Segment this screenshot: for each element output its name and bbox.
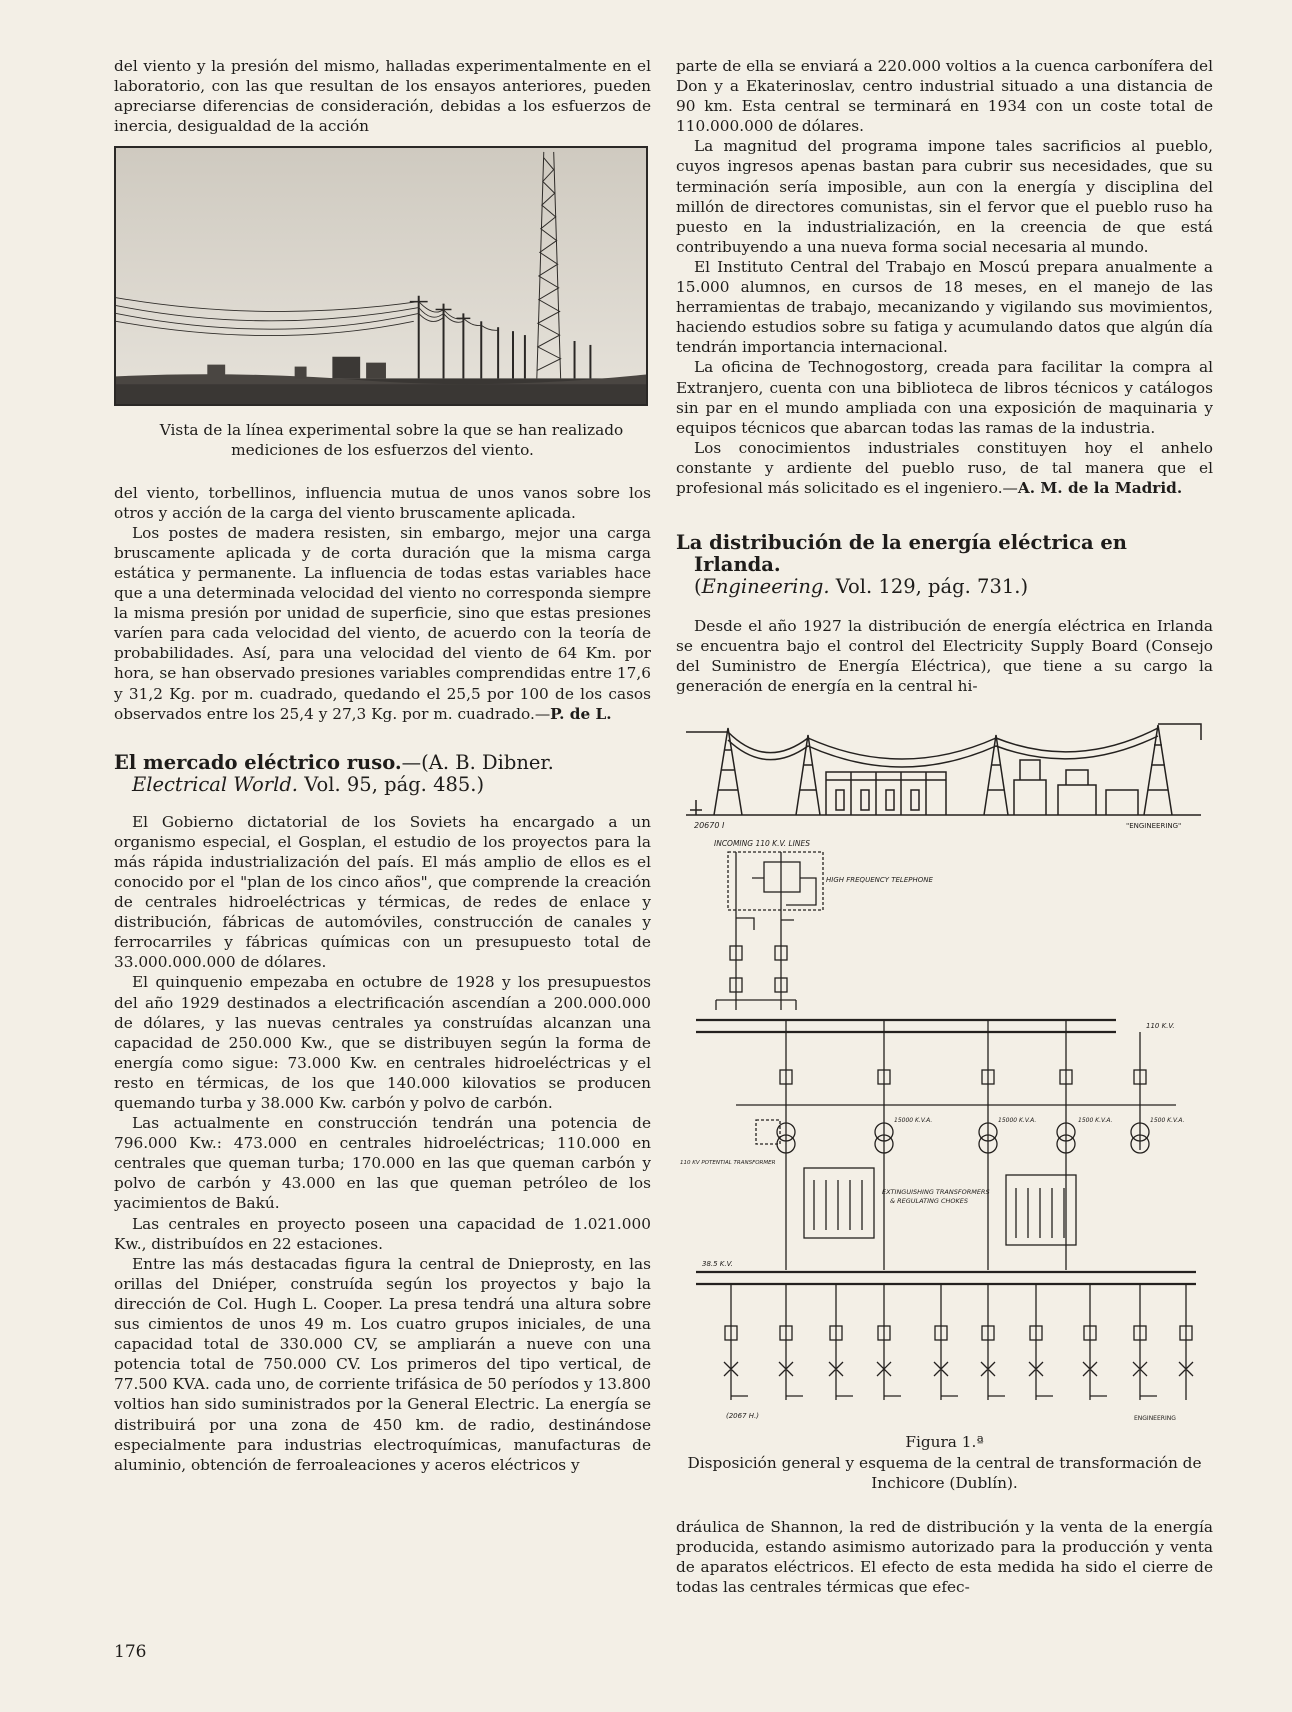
regulating-label: & REGULATING CHOKES bbox=[890, 1197, 969, 1206]
substation-diagram bbox=[676, 710, 1213, 1426]
schematic-labels bbox=[680, 876, 1185, 1422]
potential-transformer-label: 110 KV POTENTIAL TRANSFORMER bbox=[680, 1160, 776, 1167]
paragraph-conocimientos-text: Los conocimientos industriales constituyen hoy el anhelo constante y ardiente del pueblo ruso, de tal manera que el profesional más solicitado es el ingeniero.— bbox=[676, 438, 1213, 497]
paragraph-quinquenio: El quinquenio empezaba en octubre de 1928 y los presupuestos del año 1929 destinados a electrificación ascendían a 200.000.000 de dólares, y las nuevas centrales ya construídas alcanzan una capacidad de 250.000 Kw., que se distribuyen según la forma de energía como sigue: 73.000 Kw. en centrales hidroeléctricas y el resto en térmicas, de los que 140.000 kilovatios se producen quemando turba y 38.000 Kw. carbón y polvo de carbón. bbox=[114, 973, 651, 1112]
paragraph-posts-author: P. de L. bbox=[550, 704, 612, 723]
experimental-line-photo bbox=[114, 146, 648, 406]
photo-caption: Vista de la línea experimental sobre la que se han realizado mediciones de los esfuerzos del viento. bbox=[159, 421, 624, 460]
hf-telephone-label: HIGH FREQUENCY TELEPHONE bbox=[826, 876, 933, 885]
incoming-label: INCOMING 110 K.V. LINES bbox=[714, 839, 810, 849]
kva-label-2: 15000 K.V.A. bbox=[998, 1117, 1037, 1125]
paragraph-parte: parte de ella se enviará a 220.000 voltios a la cuenca carbonífera del Don y a Ekaterinoslav, centro industrial situado a una distancia de 90 km. Esta central se terminará en 1934 con un coste total de 110.000.000 de dólares. bbox=[676, 57, 1213, 136]
left-column bbox=[114, 56, 651, 1475]
paragraph-oficina: La oficina de Technogostorg, creada para facilitar la compra al Extranjero, cuenta con una biblioteca de libros técnicos y catálogos sin par en el mundo ampliada con una exposición de maquinaria y equipos técnicos que abarcan todas las ramas de la industria. bbox=[676, 358, 1213, 437]
credit-bottom: ENGINEERING bbox=[1134, 1415, 1176, 1423]
ref-top: 20670 I bbox=[694, 821, 725, 831]
paragraph-magnitud: La magnitud del programa impone tales sacrificios al pueblo, cuyos ingresos apenas bastan para cubrir sus necesidades, que su terminación sería imposible, aun con la energía y disciplina del millón de directores comunistas, sin el fervor que el pueblo ruso ha puesto en la industrialización, en la creencia de que está contribuyendo a una nueva forma social necesaria al mundo. bbox=[676, 137, 1213, 256]
section-source-journal: Engineering. bbox=[701, 575, 830, 599]
paragraph-conocimientos-author: A. M. de la Madrid. bbox=[1017, 478, 1183, 497]
bus-38-label: 38.5 K.V. bbox=[702, 1260, 733, 1269]
right-column bbox=[676, 56, 1213, 1597]
paragraph-posts bbox=[114, 523, 651, 724]
paragraph-desde: Desde el año 1927 la distribución de energía eléctrica en Irlanda se encuentra bajo el control del Electricity Supply Board (Consejo del Suministro de Energía Eléctrica), que tiene a su cargo la generación de energía en la central hi- bbox=[676, 617, 1213, 696]
paragraph-posts-text: Los postes de madera resisten, sin embargo, mejor una carga bruscamente aplicada y de corta duración que la misma carga estática y permanente. La influencia de todas estas variables hace que a una determinada velocidad del viento no corresponda siempre la misma presión por unidad de superficie, sino que estas presiones varíen para cada velocidad del viento, de acuerdo con la teoría de probabilidades. Así, para una velocidad del viento de 64 Km. por hora, se han observado presiones variables comprendidas entre 17,6 y 31,2 Kg. por m. cuadrado, quedando el 25,5 por 100 de los casos observados entre los 25,4 y 27,3 Kg. por m. cuadrado.— bbox=[114, 523, 651, 723]
page-number: 176 bbox=[114, 1642, 147, 1662]
paragraph-construccion: Las actualmente en construcción tendrán una potencia de 796.000 Kw.: 473.000 en centrales hidroeléctricas; 110.000 en centrales que queman turba; 170.000 en las que queman carbón y polvo de carbón y 43.000 en las que queman petróleo de los yacimientos de Bakú. bbox=[114, 1114, 651, 1213]
kva-label-3: 1500 K.V.A. bbox=[1078, 1117, 1113, 1125]
schematic-diagram bbox=[696, 852, 1196, 1400]
figure-caption: Disposición general y esquema de la central de transformación de Inchicore (Dublín). bbox=[687, 1453, 1202, 1492]
section-source-journal: Electrical World. bbox=[132, 772, 299, 796]
extinguishing-label: EXTINGUISHING TRANSFORMERS bbox=[882, 1188, 990, 1197]
section-source-pre: —(A. B. Dibner. bbox=[401, 750, 554, 774]
substation-elevation bbox=[686, 724, 1201, 815]
paragraph-shannon: dráulica de Shannon, la red de distribución y la venta de la energía producida, estando asimismo autorizado para la producción y venta de aparatos eléctricos. El efecto de esta medida ha sido el cierre de todas las centrales térmicas que efec- bbox=[676, 1517, 1213, 1596]
paragraph-gobierno: El Gobierno dictatorial de los Soviets ha encargado a un organismo especial, el Gosplan, el estudio de los proyectos para la más rápida industrialización del país. El más amplio de ellos es el conocido por el "plan de los cinco años", que comprende la creación de centrales hidroeléctricas y térmicas, de redes de enlace y distribución, fábricas de automóviles, construcción de canales y ferrocarriles y fábricas químicas con un presupuesto total de 33.000.000.000 de dólares. bbox=[114, 812, 651, 972]
section-source-post: Vol. 95, pág. 485.) bbox=[298, 772, 485, 796]
paragraph-wind: del viento, torbellinos, influencia mutua de unos vanos sobre los otros y acción de la carga del viento bruscamente aplicada. bbox=[114, 483, 651, 522]
photo-illustration bbox=[116, 148, 646, 404]
paragraph-intro: del viento y la presión del mismo, halladas experimentalmente en el laboratorio, con las que resultan de los ensayos anteriores, pueden apreciarse diferencias de consideración, debidas a los esfuerzos de inercia, desigualdad de la acción bbox=[114, 57, 651, 136]
section-source-post: Vol. 129, pág. 731.) bbox=[829, 575, 1029, 599]
kva-label-1: 15000 K.V.A. bbox=[894, 1117, 933, 1125]
bus-110-label: 110 K.V. bbox=[1146, 1022, 1175, 1031]
section-title: La distribución de la energía eléctrica en Irlanda. bbox=[676, 531, 1127, 577]
figure-title: Figura 1.ª bbox=[905, 1433, 984, 1452]
paragraph-dnieprosty: Entre las más destacadas figura la central de Dnieprosty, en las orillas del Dniéper, construída según los proyectos y bajo la dirección de Col. Hugh L. Cooper. La presa tendrá una altura sobre sus cimientos de unos 49 m. Los cuatro grupos iniciales, de una capacidad total de 330.000 CV, se ampliarán a nueve con una potencia total de 750.000 CV. Los primeros del tipo vertical, de 77.500 KVA. cada uno, de corriente trifásica de 50 períodos y 13.800 voltios han sido suministrados por la General Electric. La energía se distribuirá por una zona de 450 km. de radio, destinándose especialmente para industrias electroquímicas, manufacturas de aluminio, obtención de ferroaleaciones y aceros eléctricos y bbox=[114, 1254, 651, 1474]
paragraph-conocimientos bbox=[676, 438, 1213, 498]
substation-figure bbox=[676, 710, 1213, 1426]
section-source-pre: ( bbox=[694, 575, 702, 599]
paragraph-proyecto: Las centrales en proyecto poseen una capacidad de 1.021.000 Kw., distribuídos en 22 estaciones. bbox=[114, 1214, 651, 1253]
ref-bottom: (2067 H.) bbox=[726, 1412, 759, 1421]
section-heading-russian-market bbox=[114, 752, 651, 796]
credit-top: "ENGINEERING" bbox=[1126, 822, 1182, 831]
section-title: El mercado eléctrico ruso. bbox=[114, 750, 402, 774]
paragraph-instituto: El Instituto Central del Trabajo en Moscú prepara anualmente a 15.000 alumnos, en cursos de 18 meses, en el manejo de las herramientas de trabajo, mecanizando y vigilando sus movimientos, haciendo estudios sobre su fatiga y acumulando datos que algún día tendrán importancia internacional. bbox=[676, 257, 1213, 357]
kva-label-4: 1500 K.V.A. bbox=[1150, 1117, 1185, 1125]
section-heading-ireland bbox=[676, 532, 1213, 598]
